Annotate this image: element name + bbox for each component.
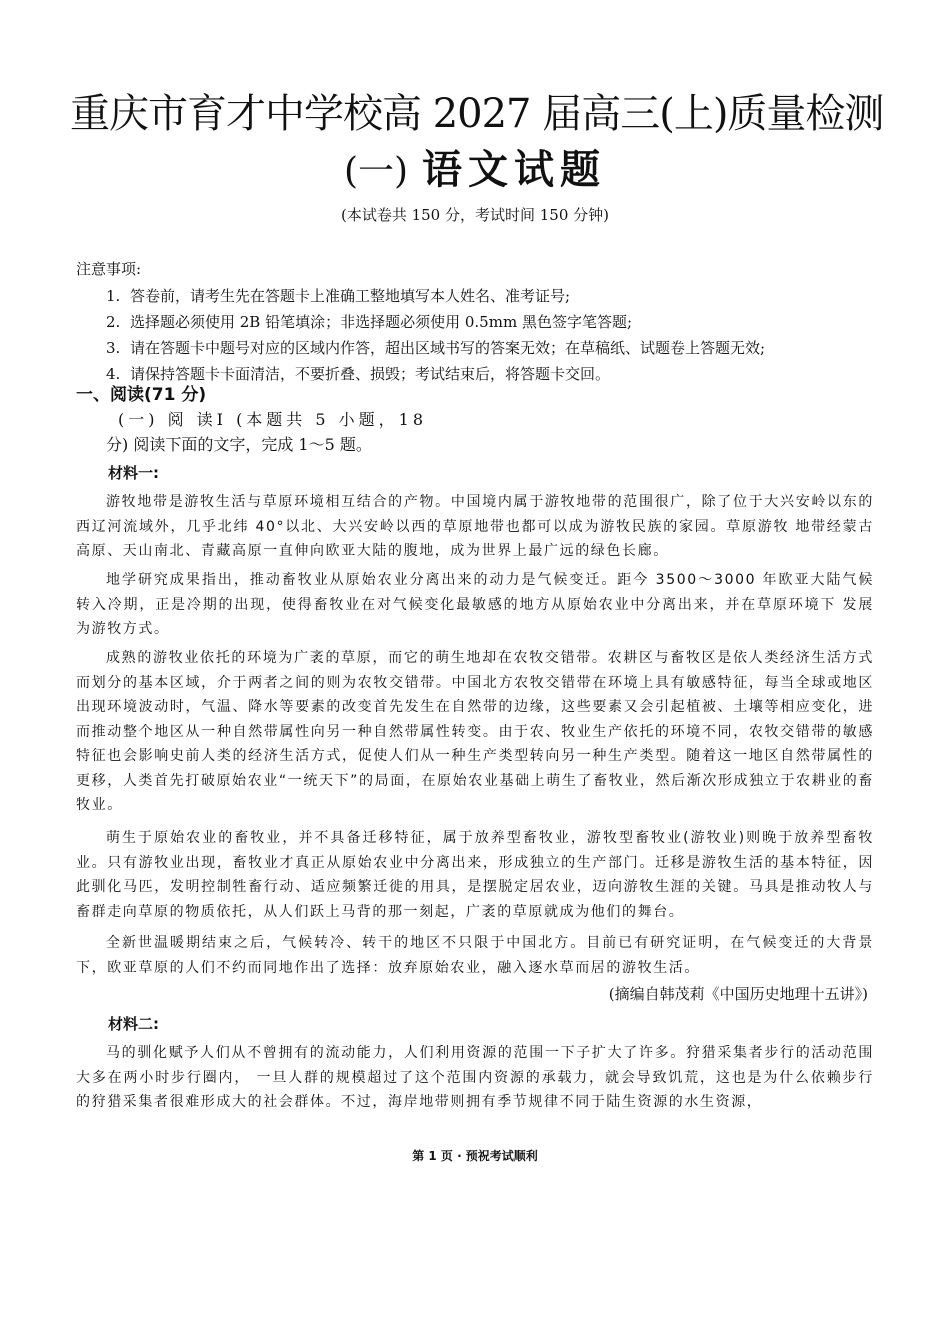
notice-item xyxy=(106,309,765,335)
notice-item-text: 请保持答题卡卡面清洁，不要折叠、损毁；考试结束后，将答题卡交回。 xyxy=(130,365,611,383)
subject-name: 语文试题 xyxy=(422,147,607,193)
material-paragraph: 萌生于原始农业的畜牧业，并不具备迁移特征，属于放养型畜牧业，游牧型畜牧业(游牧业)则晚于放养型畜牧业。只有游牧业出现，畜牧业才真正从原始农业中分离出来，形成独立的生产部门。迁移是游牧生活的基本特征，因此驯化马匹，发明控制牲畜行动、适应频繁迁徙的用具，是摆脱定居农业，迈向游牧生涯的关键。马具是推动牧人与畜群走向草原的物质依托，从人们跃上马背的那一刻起，广袤的草原就成为他们的舞台。 xyxy=(76,830,874,920)
material-paragraph: 游牧地带是游牧生活与草原环境相互结合的产物。中国境内属于游牧地带的范围很广，除了位于大兴安岭以东的西辽河流域外，几乎北纬 40°以北、大兴安岭以西的草原地带也都可以成为游牧民族的家园。草原游牧 地带经蒙古高原、天山南北、青藏高原一直伸向欧亚大陆的腹地，成为世界上最广远的绿色长廊。 xyxy=(76,494,874,559)
notice-item xyxy=(106,283,765,309)
notice-item-text: 请在答题卡中题号对应的区域内作答，超出区域书写的答案无效；在草稿纸、试题卷上答题无效; xyxy=(130,339,766,357)
exam-info: (本试卷共 150 分，考试时间 150 分钟) xyxy=(340,206,610,224)
section-heading: 一、阅读(71 分) xyxy=(76,385,207,405)
exam-title: 重庆市育才中学校高 2027 届高三(上)质量检测 xyxy=(70,91,884,137)
notice-item-text: 答卷前，请考生先在答题卡上准确工整地填写本人姓名、准考证号; xyxy=(130,287,571,305)
notice-list xyxy=(106,283,765,387)
material-paragraph: 成熟的游牧业依托的环境为广袤的草原，而它的萌生地却在农牧交错带。农耕区与畜牧区是依人类经济生活方式而划分的基本区域，介于两者之间的则为农牧交错带。中国北方农牧交错带在环境上具有敏感特征，每当全球或地区出现环境波动时，气温、降水等要素的改变首先发生在自然带的边缘，这些要素又会引起植被、土壤等相应变化，进而推动整个地区从一种自然带属性向另一种自然带属性转变。由于农、牧业生产依托的环境不同，农牧交错带的敏感特征也会影响史前人类的经济生活方式，促使人们从一种生产类型转向另一种生产类型。随着这一地区自然带属性的更移，人类首先打破原始农业“一统天下”的局面，在原始农业基础上萌生了畜牧业，然后渐次形成独立于农耕业的畜牧业。 xyxy=(76,650,874,813)
material-paragraph: 马的驯化赋予人们从不曾拥有的流动能力，人们利用资源的范围一下子扩大了许多。狩猎采集者步行的活动范围大多在两小时步行圈内， 一旦人群的规模超过了这个范围内资源的承载力，就会导致饥荒，这也是为什么依赖步行的狩猎采集者很难形成大的社会群体。不过，海岸地带则拥有季节规律不同于陆生资源的水生资源， xyxy=(76,1045,874,1110)
subsection-instruction: 分) 阅读下面的文字，完成 1～5 题。 xyxy=(106,435,372,454)
material-paragraph: 全新世温暖期结束之后，气候转冷、转干的地区不只限于中国北方。目前已有研究证明，在气候变迁的大背景下，欧亚草原的人们不约而同地作出了选择：放弃原始农业，融入逐水草而居的游牧生活。 xyxy=(76,935,874,976)
material-label: 材料一: xyxy=(108,464,159,482)
notice-item-number: 1. xyxy=(106,287,121,305)
notice-item-number: 4. xyxy=(106,365,121,383)
page-footer: 第 1 页 · 预祝考试顺利 xyxy=(412,1149,538,1163)
exam-number: (一) xyxy=(343,151,409,192)
material-paragraph: 地学研究成果指出，推动畜牧业从原始农业分离出来的动力是气候变迁。距今 3500～3000 年欧亚大陆气候 转入冷期，正是冷期的出现，使得畜牧业在对气候变化最敏感的地方从原始农业中分离出来，并在草原环境下 发展为游牧方式。 xyxy=(76,572,874,637)
subsection-heading: (一) 阅 读I (本题共 5 小题，18 xyxy=(118,410,428,429)
material-label: 材料二: xyxy=(108,1015,159,1033)
material-source: (摘编自韩茂莉《中国历史地理十五讲》) xyxy=(608,985,868,1003)
notice-title: 注意事项: xyxy=(76,260,142,278)
exam-subject-title xyxy=(0,144,950,204)
notice-item xyxy=(106,335,765,361)
notice-item-text: 选择题必须使用 2B 铅笔填涂；非选择题必须使用 0.5mm 黑色签字笔答题; xyxy=(130,313,632,331)
notice-item-number: 2. xyxy=(106,313,121,331)
notice-item-number: 3. xyxy=(106,339,121,357)
